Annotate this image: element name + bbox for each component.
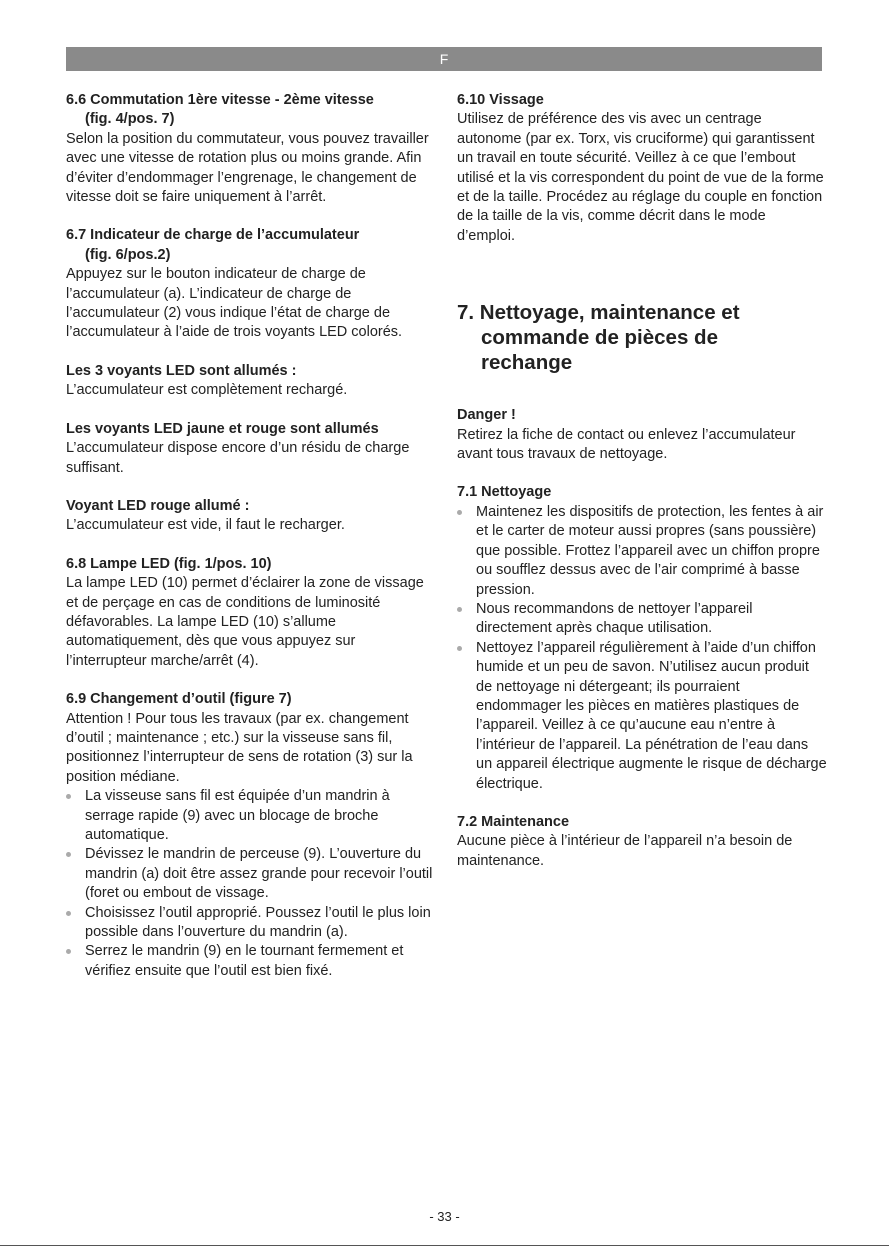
section-body: L’accumulateur est complètement rechargé. — [66, 382, 348, 399]
chapter-7-title: 7. Nettoyage, maintenance et commande de pièces de rechange — [457, 301, 740, 375]
danger-notice — [457, 406, 827, 464]
list-item: Maintenez les dispositifs de protection, les fentes à air et le carter de moteur aussi propres (sans poussière) que possible. Frottez l’appareil avec un chiffon propre ou soufflez dessus avec de l’air comprimé à basse pression. — [457, 503, 827, 600]
section-6-6 — [66, 91, 436, 207]
section-7-1 — [457, 483, 827, 794]
led-state-three — [66, 362, 436, 401]
section-heading: 6.6 Commutation 1ère vitesse - 2ème vitesse (fig. 4/pos. 7) — [66, 92, 374, 128]
language-label: F — [439, 51, 449, 67]
right-column — [457, 91, 827, 890]
section-heading: 6.9 Changement d’outil (figure 7) — [66, 691, 292, 708]
section-body: L’accumulateur dispose encore d’un résidu de charge suffisant. — [66, 440, 410, 476]
language-header-bar — [66, 47, 822, 71]
subheading: Voyant LED rouge allumé : — [66, 497, 250, 514]
left-column — [66, 91, 436, 1000]
section-6-9 — [66, 690, 436, 981]
subheading: Les 3 voyants LED sont allumés : — [66, 362, 297, 379]
list-item: Serrez le mandrin (9) en le tournant fermement et vérifiez ensuite que l’outil est bien fixé. — [66, 942, 436, 981]
section-body: La lampe LED (10) permet d’éclairer la zone de vissage et de perçage en cas de conditions de luminosité défavorables. La lampe LED (10) s’allume automatiquement, dès que vous appuyez sur l’interrupteur marche/arrêt (4). — [66, 575, 424, 669]
section-6-8 — [66, 555, 436, 671]
page-number: - 33 - — [429, 1209, 460, 1224]
section-body: Attention ! Pour tous les travaux (par ex. changement d’outil ; maintenance ; etc.) sur la visseuse sans fil, positionnez l’interrupteur de sens de rotation (3) sur la position médiane. — [66, 710, 413, 785]
led-state-one — [66, 497, 436, 536]
section-6-10 — [457, 91, 827, 246]
section-body: Aucune pièce à l’intérieur de l’appareil n’a besoin de maintenance. — [457, 833, 793, 869]
section-heading: 6.8 Lampe LED (fig. 1/pos. 10) — [66, 555, 272, 572]
section-heading: 6.10 Vissage — [457, 92, 544, 108]
bullet-list — [66, 787, 436, 981]
section-body: L’accumulateur est vide, il faut le recharger. — [66, 517, 345, 534]
bullet-list — [457, 503, 827, 794]
list-item: Dévissez le mandrin de perceuse (9). L’ouverture du mandrin (a) doit être assez grande pour recevoir l’outil (foret ou embout de vissage. — [66, 845, 436, 903]
list-item: Nous recommandons de nettoyer l’appareil directement après chaque utilisation. — [457, 600, 827, 639]
list-item: Nettoyez l’appareil régulièrement à l’aide d’un chiffon humide et un peu de savon. N’utilisez aucun produit de nettoyage ni détergeant; ils pourraient endommager les pièces en matières plastiques de l’appareil. Veillez à ce qu’aucune eau n’entre à l’intérieur de l’appareil. La pénétration de l’eau dans un appareil électrique augmente le risque de décharge électrique. — [457, 639, 827, 794]
bottom-divider — [0, 1245, 889, 1246]
section-body: Selon la position du commutateur, vous pouvez travailler avec une vitesse de rotation plus ou moins grande. Afin d’éviter d’endommager l’engrenage, le changement de vitesse doit se faire uniquement à l’arrêt. — [66, 130, 429, 206]
led-state-two — [66, 420, 436, 478]
section-6-7 — [66, 226, 436, 342]
section-heading: 7.1 Nettoyage — [457, 484, 552, 501]
subheading: Les voyants LED jaune et rouge sont allumés — [66, 420, 379, 437]
section-body: Appuyez sur le bouton indicateur de charge de l’accumulateur (a). L’indicateur de charge de l’accumulateur (2) vous indique l’état de charge de l’accumulateur à l’aide de trois voyants LED colorés. — [66, 266, 403, 341]
danger-heading: Danger ! — [457, 407, 516, 424]
section-body: Utilisez de préférence des vis avec un centrage autonome (par ex. Torx, vis cruciforme) qui garantissent un travail en toute sécurité. Veillez à ce que l’embout utilisé et la vis correspondent du point de vue de la forme et de la taille. Procédez au réglage du couple en fonction de la taille de la vis, comme décrit dans le mode d’emploi. — [457, 111, 824, 244]
section-heading: 6.7 Indicateur de charge de l’accumulateur (fig. 6/pos.2) — [66, 227, 360, 263]
section-7-2 — [457, 813, 827, 871]
section-body: Retirez la fiche de contact ou enlevez l’accumulateur avant tous travaux de nettoyage. — [457, 426, 796, 463]
list-item: Choisissez l’outil approprié. Poussez l’outil le plus loin possible dans l’ouverture du mandrin (a). — [66, 904, 436, 943]
section-heading: 7.2 Maintenance — [457, 813, 570, 830]
list-item: La visseuse sans fil est équipée d’un mandrin à serrage rapide (9) avec un blocage de broche automatique. — [66, 787, 436, 845]
